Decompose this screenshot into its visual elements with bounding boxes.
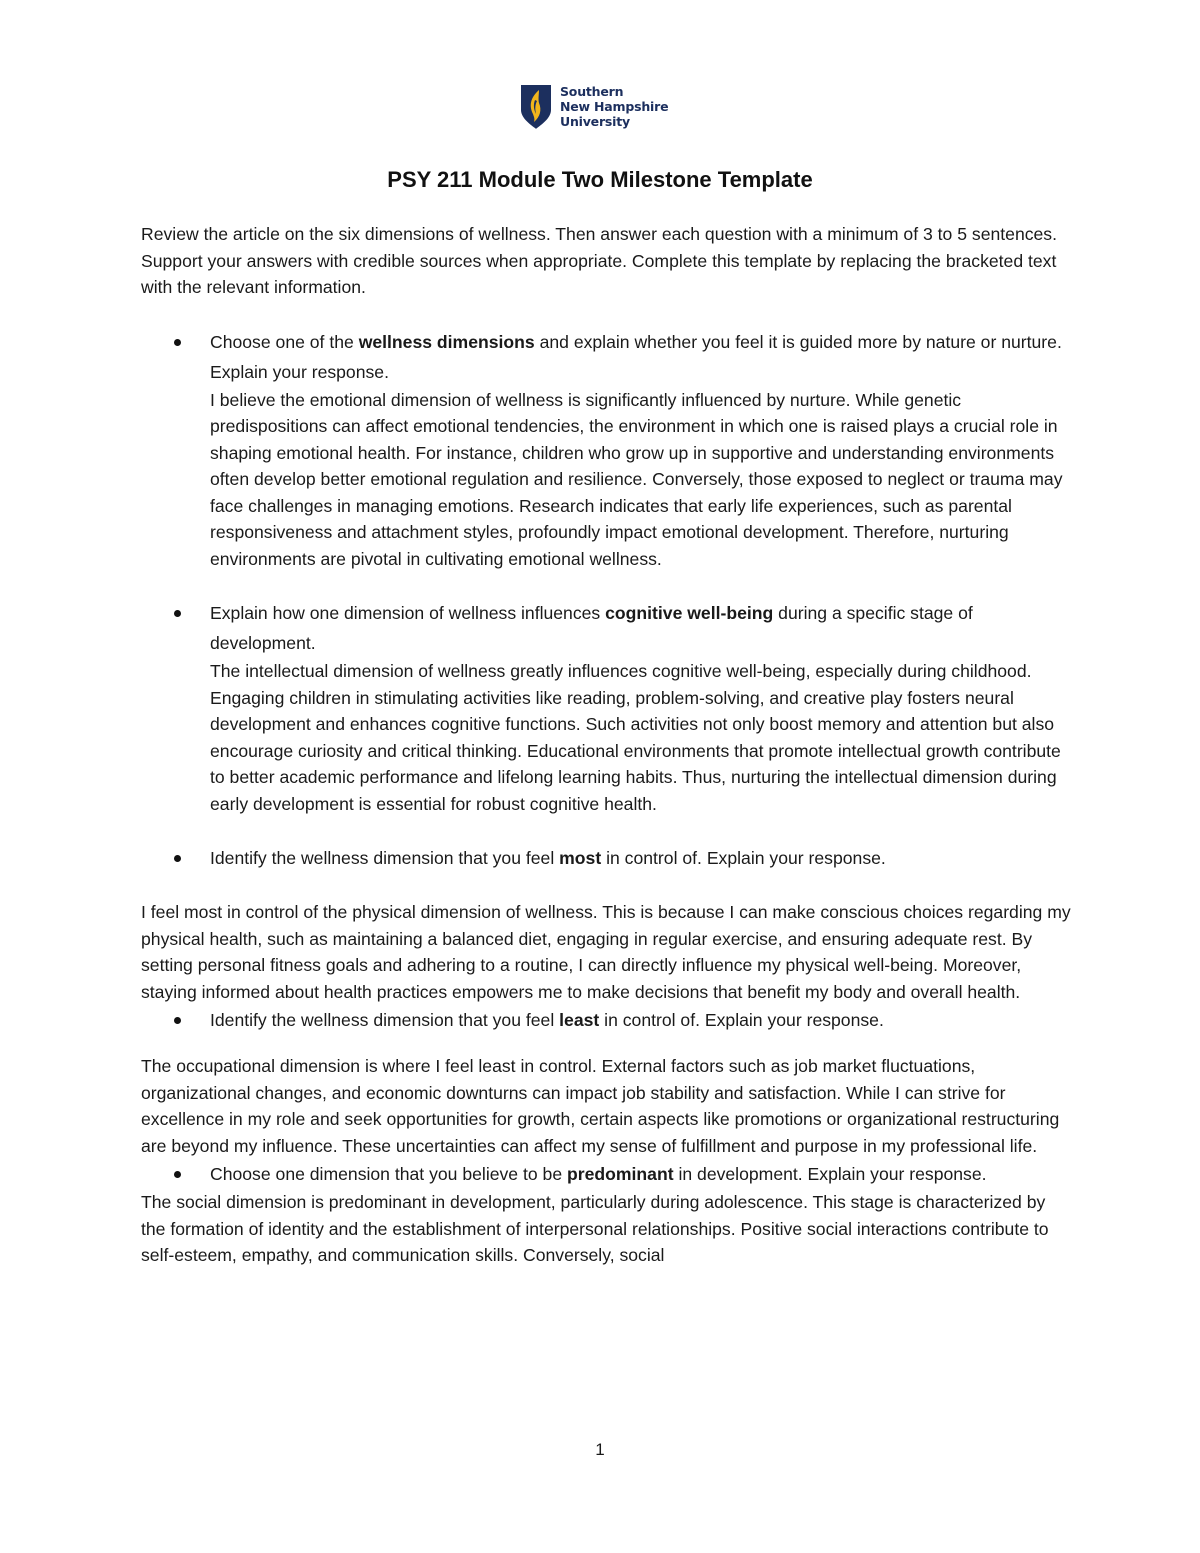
bullet-icon — [174, 610, 181, 617]
question-text: in control of. Explain your response. — [599, 1010, 884, 1030]
intro-paragraph: Review the article on the six dimensions of wellness. Then answer each question with a minimum of 3 to 5 sentences. Support your answers with credible sources when appropriate. Complete this template by replacing the bracketed text with the relevant information. — [141, 224, 1057, 297]
answer-5: The social dimension is predominant in development, particularly during adolescence. This stage is characterized by the formation of identity and the establishment of interpersonal relationships. Positive social interactions contribute to self-esteem, empathy, and communication skills. Conversely, social — [141, 1192, 1049, 1265]
logo-line-1: Southern — [560, 84, 624, 99]
bullet-icon — [174, 339, 181, 346]
answer-4: The occupational dimension is where I feel least in control. External factors such as job market fluctuations, organizational changes, and economic downturns can impact job stability and satisfaction. While I can strive for excellence in my role and seek opportunities for growth, certain aspects like promotions or organizational restructuring are beyond my influence. These uncertainties can affect my sense of fulfillment and purpose in my professional life. — [141, 1056, 1060, 1156]
question-keyword: least — [559, 1010, 600, 1030]
question-text: Choose one dimension that you believe to be — [210, 1164, 568, 1184]
question-5 — [141, 1159, 1071, 1189]
bullet-icon — [174, 1171, 181, 1178]
question-text: during a specific stage of development. — [210, 603, 973, 653]
question-text: Explain how one dimension of wellness influences — [210, 603, 606, 623]
answer-1: I believe the emotional dimension of wellness is significantly influenced by nurture. While genetic predispositions can affect emotional tendencies, the environment in which one is raised plays a crucial role in shaping emotional health. For instance, children who grow up in supportive and understanding environments often develop better emotional regulation and resilience. Conversely, those exposed to neglect or trauma may face challenges in managing emotions. Research indicates that early life experiences, such as parental responsiveness and attachment styles, profoundly impact emotional development. Therefore, nurturing environments are pivotal in cultivating emotional wellness. — [210, 389, 1063, 569]
logo-line-3: University — [560, 114, 630, 129]
university-logo — [520, 84, 668, 130]
document-title: PSY 211 Module Two Milestone Template — [387, 167, 813, 192]
question-text: in control of. Explain your response. — [601, 848, 886, 868]
document-body — [141, 221, 1071, 1269]
shield-logo-icon — [520, 84, 552, 130]
question-3 — [141, 843, 1071, 873]
bullet-icon — [174, 855, 181, 862]
question-keyword: most — [559, 848, 602, 868]
question-4 — [141, 1005, 1071, 1035]
page-number: 1 — [595, 1440, 605, 1459]
question-keyword: wellness dimensions — [358, 331, 535, 352]
question-text: and explain whether you feel it is guided more by nature or nurture. Explain your response. — [210, 331, 1062, 382]
bullet-icon — [174, 1017, 181, 1024]
question-text: in development. Explain your response. — [673, 1164, 987, 1184]
question-keyword: predominant — [567, 1164, 674, 1184]
question-2 — [141, 598, 1071, 658]
question-text: Identify the wellness dimension that you feel — [210, 1010, 560, 1030]
question-text: Choose one of the — [210, 331, 359, 352]
logo-line-2: New Hampshire — [560, 99, 669, 114]
logo-wordmark — [560, 84, 668, 129]
question-1 — [141, 327, 1071, 387]
answer-2: The intellectual dimension of wellness greatly influences cognitive well-being, especially during childhood. Engaging children in stimulating activities like reading, problem-solving, and creative play fosters neural development and enhances cognitive functions. Such activities not only boost memory and attention but also encourage curiosity and critical thinking. Educational environments that promote intellectual growth contribute to better academic performance and lifelong learning habits. Thus, nurturing the intellectual dimension during early development is essential for robust cognitive health. — [210, 661, 1061, 814]
question-text: Identify the wellness dimension that you feel — [210, 848, 560, 868]
question-keyword: cognitive well-being — [605, 603, 774, 623]
answer-3: I feel most in control of the physical dimension of wellness. This is because I can make conscious choices regarding my physical health, such as maintaining a balanced diet, engaging in regular exercise, and ensuring adequate rest. By setting personal fitness goals and adhering to a routine, I can directly influence my physical well-being. Moreover, staying informed about health practices empowers me to make decisions that benefit my body and overall health. — [141, 902, 1071, 1002]
